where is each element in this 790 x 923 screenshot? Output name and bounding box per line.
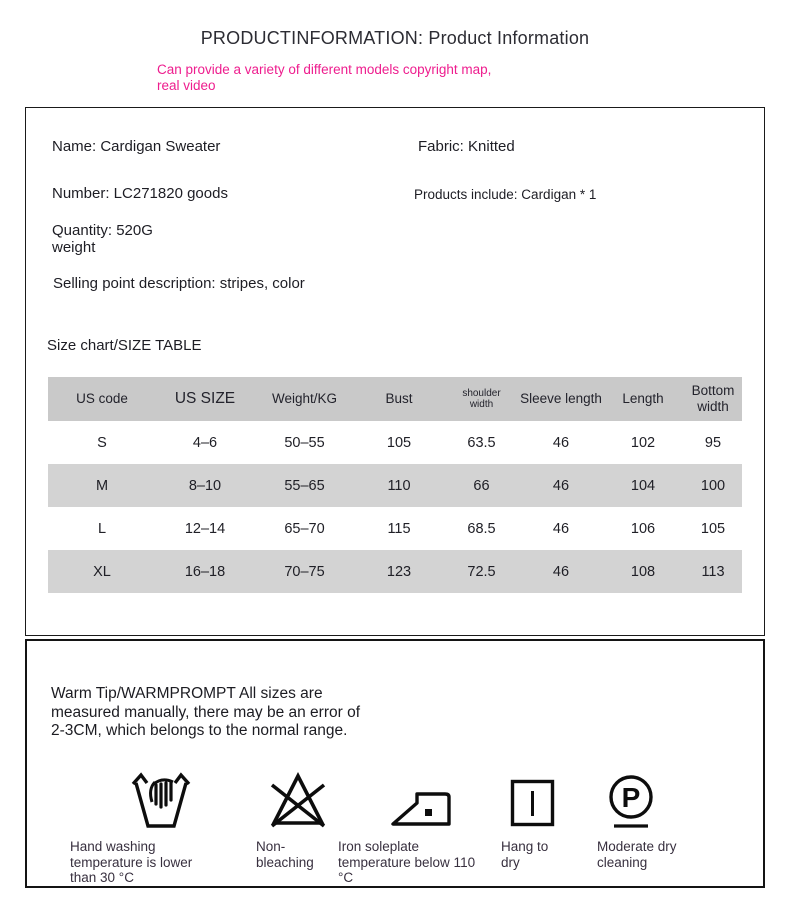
size-chart-title: Size chart/SIZE TABLE [47,337,202,354]
page-title: PRODUCTINFORMATION: Product Information [200,28,590,48]
header-bottom-width: Bottom width [691,383,735,414]
header-bust: Bust [385,391,413,406]
cell: 106 [630,520,656,537]
product-number: Number: LC271820 goods [52,185,228,202]
product-includes: Products include: Cardigan * 1 [414,187,597,202]
cell: 55–65 [284,477,325,494]
size-table [48,377,742,593]
cell: 50–55 [284,434,325,451]
cell: 16–18 [184,563,226,580]
cell: 65–70 [284,520,325,537]
cell: 105 [700,520,726,537]
cell: XL [93,563,111,580]
header-us-size: US SIZE [174,390,236,407]
page-subtitle [157,62,491,93]
cell: 4–6 [192,434,218,451]
warm-tip-line3: 2-3CM, which belongs to the normal range. [51,722,348,739]
cell: 68.5 [467,520,496,537]
cell: 70–75 [284,563,325,580]
header-sleeve-length: Sleeve length [520,391,602,406]
cell: 104 [630,477,656,494]
cell: M [95,477,109,494]
table-row-s [48,421,742,464]
cell: 66 [473,477,490,494]
svg-text:P: P [621,782,641,813]
cell: 95 [704,434,722,451]
product-quantity-line2: weight [52,239,96,256]
cell: 113 [701,563,725,580]
warm-tip-text [51,685,360,741]
cell: 46 [552,563,570,580]
header-us-code: US code [76,391,128,406]
product-name: Name: Cardigan Sweater [52,138,221,155]
cell: 115 [387,520,411,537]
product-quantity [52,222,153,256]
table-row-xl [48,550,742,593]
product-selling-point: Selling point description: stripes, color [53,275,305,292]
cell: 46 [552,434,570,451]
warm-tip-line2: measured manually, there may be an error of [51,703,361,721]
hang-dry-label: Hang to dry [501,839,549,870]
product-quantity-line1: Quantity: 520G [52,222,153,239]
header-length: Length [622,391,664,406]
care-instructions-panel [25,639,765,888]
iron-low-icon [391,781,451,827]
non-bleach-icon [265,772,331,828]
cell: 100 [700,477,726,494]
header-weight-kg: Weight/KG [271,391,338,406]
cell: 110 [387,477,411,494]
non-bleach-label: Non- bleaching [256,839,314,870]
cell: 8–10 [188,477,222,494]
cell: 12–14 [184,520,226,537]
cell: 46 [552,477,570,494]
product-fabric: Fabric: Knitted [418,138,515,155]
dry-clean-p-icon [605,774,657,830]
iron-low-label: Iron soleplate temperature below 110 °C [338,839,476,885]
table-row-l [48,507,742,550]
table-row-m [48,464,742,507]
warm-tip-line1: Warm Tip/WARMPROMPT All sizes are [51,685,323,702]
cell: 108 [630,563,656,580]
cell: 63.5 [467,434,496,451]
cell: 46 [552,520,570,537]
page-subtitle-line2: real video [157,77,216,93]
hand-wash-icon [128,771,194,829]
cell: 123 [386,563,412,580]
product-info-panel [25,107,765,636]
cell: S [97,434,107,451]
hand-wash-label: Hand washing temperature is lower than 30 °C [70,839,193,885]
dry-clean-label: Moderate dry cleaning [597,839,677,870]
header-shoulder-width: shoulder width [462,388,501,410]
cell: L [97,520,107,537]
size-table-header-row [48,377,742,421]
hang-dry-icon [510,779,555,827]
cell: 72.5 [467,563,496,580]
page-subtitle-line1: Can provide a variety of different models copyright map, [157,62,492,77]
cell: 102 [630,434,656,451]
cell: 105 [386,434,412,451]
